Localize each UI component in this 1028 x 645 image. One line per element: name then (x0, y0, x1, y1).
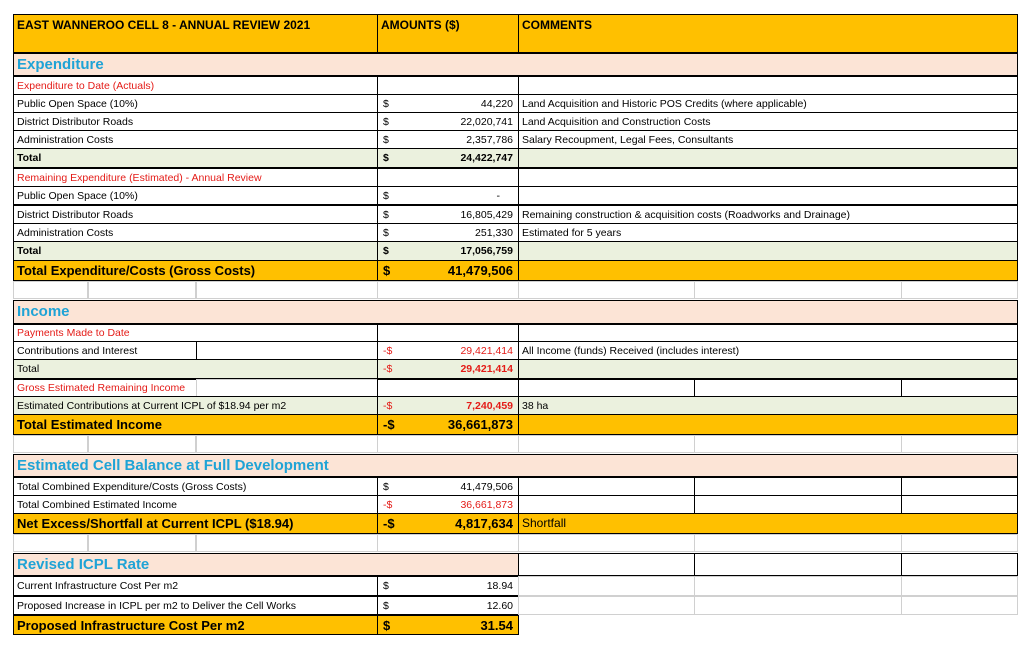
table-row (0, 223, 1028, 242)
table-row (0, 396, 1028, 415)
row-label: Total Combined Estimated Income (13, 495, 378, 514)
spacer-row (0, 534, 1028, 552)
proposed-row (0, 615, 1028, 635)
spacer-row (0, 435, 1028, 453)
row-label: Total Estimated Income (13, 414, 378, 435)
table-row (0, 94, 1028, 113)
to-date-label-row (0, 76, 1028, 95)
row-amount: -$ 36,661,873 (377, 495, 519, 514)
row-label: Total (13, 241, 378, 261)
row-label: District Distributor Roads (13, 205, 378, 224)
row-comment: Remaining construction & acquisition costs (Roadworks and Drainage) (518, 205, 1018, 224)
row-amount: -$ 7,240,459 (377, 396, 519, 415)
row-amount: -$ 36,661,873 (377, 414, 519, 435)
icpl-section (0, 553, 1028, 576)
row-amount: $ 41,479,506 (377, 477, 519, 496)
net-row (0, 513, 1028, 534)
subtotal-row (0, 148, 1028, 168)
row-amount: $ 16,805,429 (377, 205, 519, 224)
table-row (0, 112, 1028, 131)
row-amount: -$ 29,421,414 (377, 341, 519, 360)
row-comment: Salary Recoupment, Legal Fees, Consultants (518, 130, 1018, 149)
row-amount: $ 41,479,506 (377, 260, 519, 281)
row-amount: $ 17,056,759 (377, 241, 519, 261)
payments-label: Payments Made to Date (13, 324, 378, 342)
payments-label-row (0, 324, 1028, 342)
subtotal-row (0, 359, 1028, 379)
balance-heading: Estimated Cell Balance at Full Development (13, 454, 1018, 477)
row-comment: Estimated for 5 years (518, 223, 1018, 242)
table-row (0, 130, 1028, 149)
shortfall-comment: Shortfall (518, 513, 1018, 534)
row-amount: $ 44,220 (377, 94, 519, 113)
gross-label: Gross Estimated Remaining Income (13, 379, 197, 397)
row-amount: $ 12.60 (377, 596, 519, 615)
row-amount: $ 22,020,741 (377, 112, 519, 131)
report-title: EAST WANNEROO CELL 8 - ANNUAL REVIEW 2021 (13, 14, 378, 53)
row-label: Contributions and Interest (13, 341, 197, 360)
header-row (0, 14, 1028, 53)
row-comment: All Income (funds) Received (includes interest) (518, 341, 1018, 360)
row-amount: -$ 4,817,634 (377, 513, 519, 534)
row-label: District Distributor Roads (13, 112, 378, 131)
subtotal-row (0, 241, 1028, 261)
table-row (0, 477, 1028, 496)
remaining-label: Remaining Expenditure (Estimated) - Annual Review (13, 168, 378, 187)
total-expenditure-row (0, 260, 1028, 281)
income-heading: Income (13, 300, 1018, 324)
row-amount: $ 251,330 (377, 223, 519, 242)
icpl-heading: Revised ICPL Rate (13, 553, 519, 576)
row-amount: $ 2,357,786 (377, 130, 519, 149)
expenditure-heading: Expenditure (13, 53, 1018, 76)
balance-section (0, 454, 1028, 477)
row-comment: Land Acquisition and Construction Costs (518, 112, 1018, 131)
comments-header: COMMENTS (518, 14, 1018, 53)
row-label: Public Open Space (10%) (13, 186, 378, 205)
income-section (0, 300, 1028, 324)
row-label: Proposed Infrastructure Cost Per m2 (13, 615, 378, 635)
row-label: Proposed Increase in ICPL per m2 to Deliver the Cell Works (13, 596, 378, 615)
row-label: Public Open Space (10%) (13, 94, 378, 113)
table-row (0, 576, 1028, 596)
table-row (0, 341, 1028, 360)
row-label: Total (13, 359, 378, 379)
row-label: Total Expenditure/Costs (Gross Costs) (13, 260, 378, 281)
row-amount: $ 24,422,747 (377, 148, 519, 168)
row-label: Net Excess/Shortfall at Current ICPL ($18.94) (13, 513, 378, 534)
spacer-row (0, 281, 1028, 299)
table-row (0, 186, 1028, 205)
table-row (0, 205, 1028, 224)
row-comment (518, 186, 1018, 205)
row-label: Current Infrastructure Cost Per m2 (13, 576, 378, 596)
row-label: Estimated Contributions at Current ICPL of $18.94 per m2 (13, 396, 378, 415)
row-amount: $ 18.94 (377, 576, 519, 596)
row-label: Administration Costs (13, 223, 378, 242)
row-comment: 38 ha (518, 396, 1018, 415)
row-label: Total (13, 148, 378, 168)
table-row (0, 495, 1028, 514)
row-label: Total Combined Expenditure/Costs (Gross Costs) (13, 477, 378, 496)
row-comment: Land Acquisition and Historic POS Credits (where applicable) (518, 94, 1018, 113)
row-label: Administration Costs (13, 130, 378, 149)
gross-label-row (0, 379, 1028, 397)
to-date-label: Expenditure to Date (Actuals) (13, 76, 378, 95)
row-amount: $ - (377, 186, 519, 205)
expenditure-section (0, 53, 1028, 76)
remaining-label-row (0, 168, 1028, 187)
row-amount: $ 31.54 (377, 615, 519, 635)
table-row (0, 596, 1028, 615)
total-income-row (0, 414, 1028, 435)
row-amount: -$ 29,421,414 (377, 359, 519, 379)
amounts-header: AMOUNTS ($) (377, 14, 519, 53)
